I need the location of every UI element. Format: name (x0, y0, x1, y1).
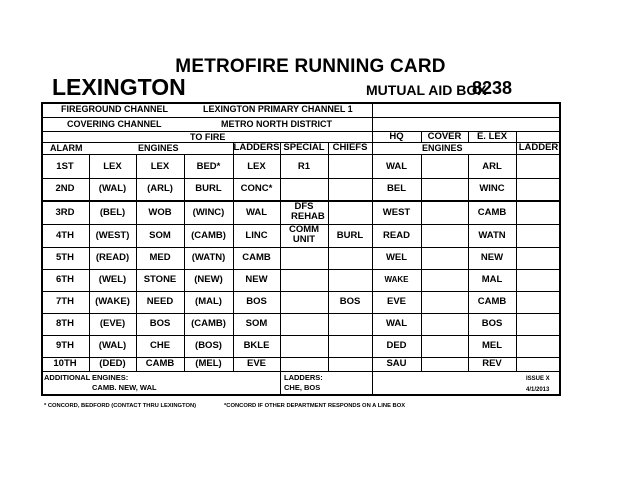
engine-cell: (CAMB) (191, 230, 226, 241)
ladder-cell: CAMB (242, 252, 271, 263)
ladder-cell: LEX (247, 161, 266, 172)
elex-cell: NEW (480, 252, 504, 263)
engine-cell: CHE (149, 340, 171, 351)
hline (41, 313, 561, 314)
footnote-2: *CONCORD IF OTHER DEPARTMENT RESPONDS ON A LINE BOX (224, 403, 406, 409)
col-header-chiefs: CHIEFS (332, 142, 368, 153)
vline (280, 142, 281, 396)
engine-cell: (BOS) (195, 340, 222, 351)
ladder-cell: WAL (245, 207, 268, 218)
elex-cell: MAL (481, 274, 503, 285)
engine-cell: (WEST) (95, 230, 130, 241)
engine-cell: LEX (150, 161, 170, 172)
ladder-cell: CONC* (240, 183, 273, 194)
additional-engines-value: CAMB. NEW, WAL (92, 383, 157, 392)
engine-cell: BOS (149, 318, 171, 329)
box-number: 8238 (472, 78, 513, 98)
additional-label: ADDITIONAL (44, 373, 91, 382)
engine-cell: CAMB (145, 358, 175, 369)
engine-cell: (WINC) (192, 207, 225, 218)
col-header-special: SPECIAL (283, 142, 325, 153)
vline-channel-divider (372, 102, 373, 131)
col-header-engines: ENGINES (138, 143, 179, 153)
elex-header: E. LEX (476, 131, 508, 142)
alarm-cell: 1ST (56, 161, 74, 172)
running-card-table (41, 102, 561, 396)
elex-cell: WATN (478, 230, 506, 241)
border-left (41, 102, 43, 396)
elex-cell: BOS (481, 318, 503, 329)
engine-cell: (ARL) (147, 183, 173, 194)
issue-date: 4/1/2013 (526, 387, 550, 393)
vline (516, 142, 517, 371)
hq-cell: READ (383, 230, 410, 241)
engine-cell: (EVE) (99, 318, 126, 329)
ladder-cell: EVE (246, 358, 266, 369)
elex-cell: CAMB (477, 296, 507, 307)
alarm-cell: 9TH (56, 340, 74, 351)
hline (41, 247, 561, 248)
hq-cell: WEST (382, 207, 411, 218)
ladder-cell: SOM (245, 318, 268, 329)
elex-cell: CAMB (477, 207, 507, 218)
vline (372, 142, 373, 396)
fireground-channel-label: FIREGROUND CHANNEL (61, 104, 168, 114)
engine-cell: BURL (195, 183, 222, 194)
hline (41, 371, 561, 372)
col-header-ladders: LADDERS (233, 142, 280, 153)
hq-cell: WAL (385, 318, 408, 329)
alarm-cell: 10TH (53, 358, 77, 369)
elex-cell: ARL (482, 161, 502, 172)
hline (41, 154, 561, 155)
ladder-cell: NEW (245, 274, 268, 285)
page-title: METROFIRE RUNNING CARD (175, 56, 446, 77)
alarm-cell: 4TH (56, 230, 74, 241)
col-header-ladder: LADDER (518, 142, 559, 153)
engine-cell: (DED) (99, 358, 126, 369)
alarm-cell: 2ND (55, 183, 75, 194)
alarm-cell: 5TH (56, 252, 74, 263)
town-name: LEXINGTON (52, 74, 186, 100)
to-fire-header: TO FIRE (190, 132, 226, 142)
engine-cell: STONE (143, 274, 177, 285)
engine-cell: (BEL) (99, 207, 126, 218)
alarm-cell: 3RD (55, 207, 75, 218)
engine-cell: MED (149, 252, 171, 263)
hline (41, 335, 561, 336)
border-bottom (41, 394, 561, 396)
engine-cell: SOM (149, 230, 171, 241)
engine-cell: (WATN) (191, 252, 226, 263)
hline (41, 269, 561, 270)
alarm-cell: 6TH (56, 274, 74, 285)
elex-cell: MEL (481, 340, 503, 351)
alarm-cell: 8TH (56, 318, 74, 329)
elex-cell: REV (482, 358, 502, 369)
col-header-alarm: ALARM (50, 143, 83, 153)
engine-cell: BED* (196, 161, 221, 172)
special-cell: COMM UNIT (288, 225, 320, 245)
hline (41, 178, 561, 179)
fireground-channel-value: LEXINGTON PRIMARY CHANNEL 1 (203, 104, 353, 114)
chiefs-cell: BOS (339, 296, 361, 307)
engine-cell: (CAMB) (191, 318, 226, 329)
hq-cell: WAL (385, 161, 408, 172)
covering-channel-label: COVERING CHANNEL (67, 119, 162, 129)
col-header-cover-engines: ENGINES (422, 143, 463, 153)
engine-cell: (NEW) (194, 274, 223, 285)
hq-cell: BEL (387, 183, 406, 194)
vline (516, 131, 517, 142)
special-cell: DFS REHAB (291, 201, 325, 222)
engine-cell: (WAKE) (95, 296, 130, 307)
engine-cell: LEX (103, 161, 122, 172)
alarm-cell: 7TH (56, 296, 74, 307)
additional-engines-label: ENGINES: (92, 373, 129, 382)
engine-cell: (MEL) (195, 358, 222, 369)
mutual-aid-label: MUTUAL AID BOX (366, 82, 487, 98)
additional-ladders-label: LADDERS: (284, 373, 323, 382)
elex-cell: WINC (479, 183, 505, 194)
hq-cell: WEL (385, 252, 408, 263)
hq-header: HQ (389, 131, 404, 142)
vline (421, 154, 422, 371)
hq-cell: WAKE (384, 275, 409, 284)
hline (41, 291, 561, 292)
ladder-cell: BKLE (243, 340, 270, 351)
engine-cell: (MAL) (195, 296, 222, 307)
hq-cell: DED (386, 340, 407, 351)
engine-cell: (WAL) (98, 340, 127, 351)
issue-label: ISSUE X (526, 376, 550, 382)
engine-cell: (READ) (95, 252, 130, 263)
ladder-cell: LINC (245, 230, 268, 241)
hq-cell: EVE (386, 296, 406, 307)
footnote-1: * CONCORD, BEDFORD (CONTACT THRU LEXINGTON) (44, 403, 197, 409)
additional-ladders-value: CHE, BOS (284, 383, 321, 392)
engine-cell: WOB (148, 207, 172, 218)
special-cell: R1 (297, 161, 311, 172)
hq-cell: SAU (386, 358, 407, 369)
covering-channel-value: METRO NORTH DISTRICT (221, 119, 332, 129)
ladder-cell: BOS (246, 296, 267, 307)
cover-header: COVER (427, 131, 462, 142)
engine-cell: (WEL) (98, 274, 127, 285)
engine-cell: NEED (146, 296, 174, 307)
vline (328, 142, 329, 371)
hline (41, 117, 561, 118)
chiefs-cell: BURL (336, 230, 364, 241)
engine-cell: (WAL) (98, 183, 127, 194)
